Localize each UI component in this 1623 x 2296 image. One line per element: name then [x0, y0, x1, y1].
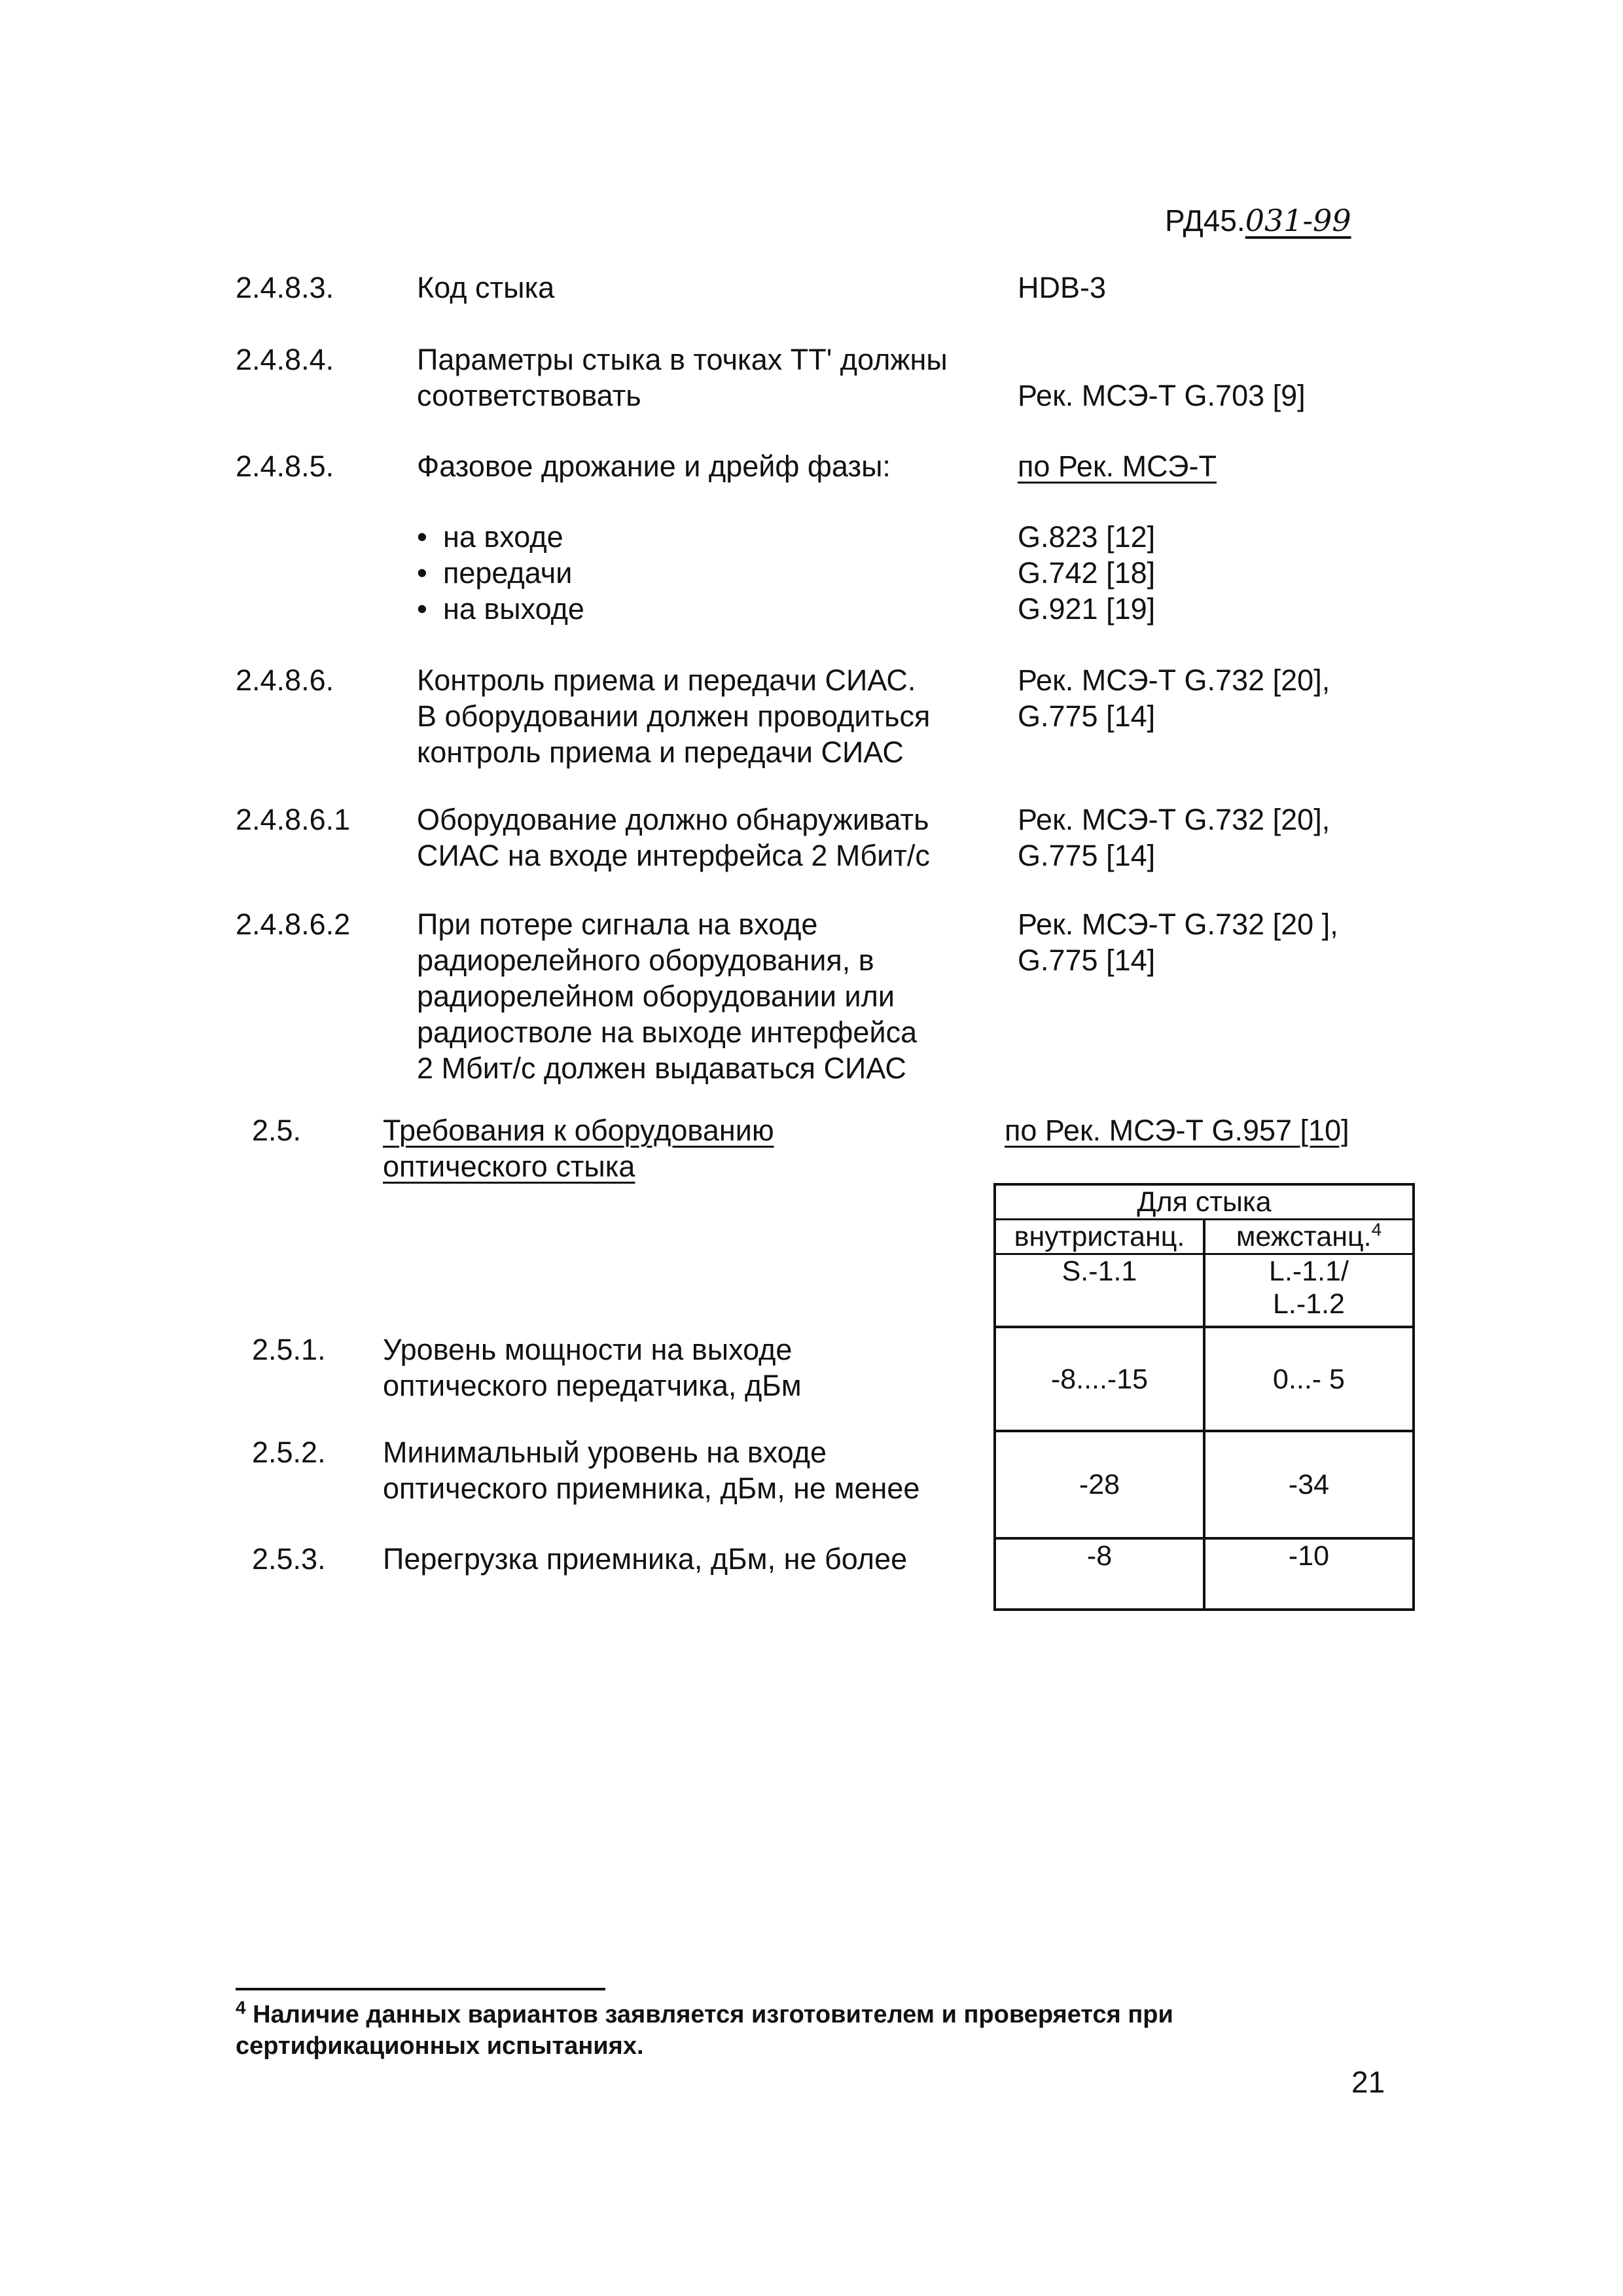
item-reference: Рек. МСЭ-Т G.732 [20],	[1018, 663, 1330, 697]
code-line: L.-1.2	[1273, 1288, 1345, 1320]
item-reference: G.775 [14]	[1018, 839, 1156, 872]
bullet-reference: G.823 [12]	[1018, 520, 1156, 554]
item-text-line: Перегрузка приемника, дБм, не более	[383, 1542, 908, 1576]
footnote	[236, 1999, 1414, 2062]
table-cell-value: -8	[995, 1538, 1204, 1610]
code-line: L.-1.1/	[1269, 1256, 1349, 1287]
section-title-line: оптического стыка	[383, 1150, 635, 1183]
table-cell-code: S.-1.1	[995, 1254, 1204, 1328]
optical-parameters-table	[993, 1183, 1415, 1611]
table-cell-value: 0...- 5	[1204, 1327, 1414, 1431]
item-number: 2.4.8.3.	[236, 271, 334, 304]
document-code-prefix: РД45.	[1165, 203, 1245, 238]
footnote-mark: 4	[236, 1997, 246, 2018]
item-reference: G.775 [14]	[1018, 699, 1156, 733]
bullet-item: • на выходе	[417, 591, 584, 627]
document-code-number: 031-99	[1245, 203, 1351, 238]
footnote-rule	[236, 1988, 605, 1990]
document-code	[1165, 203, 1351, 238]
item-text-line: радиорелейного оборудования, в	[417, 944, 874, 977]
item-reference: Рек. МСЭ-Т G.732 [20],	[1018, 803, 1330, 836]
item-text-line: Контроль приема и передачи СИАС.	[417, 663, 916, 697]
item-text-line: оптического приемника, дБм, не менее	[383, 1472, 920, 1505]
item-text-line: Оборудование должно обнаруживать	[417, 803, 929, 836]
item-reference: по Рек. МСЭ-Т	[1018, 450, 1217, 483]
section-title-line: Требования к оборудованию	[383, 1114, 774, 1147]
table-cell-value: -8....-15	[995, 1327, 1204, 1431]
item-number: 2.4.8.5.	[236, 450, 334, 483]
item-text-line: При потере сигнала на входе	[417, 908, 818, 941]
table-cell-value: -28	[995, 1431, 1204, 1538]
item-text-line: радиорелейном оборудовании или	[417, 980, 895, 1013]
item-number: 2.4.8.6.1	[236, 803, 351, 836]
item-number: 2.4.8.4.	[236, 343, 334, 376]
table-cell-code	[1204, 1254, 1414, 1328]
item-text-line: В оборудовании должен проводиться	[417, 699, 931, 733]
section-reference: по Рек. МСЭ-Т G.957 [10]	[1005, 1114, 1349, 1147]
table-col-header-intrastation: внутристанц.	[995, 1220, 1204, 1254]
table-cell-value: -10	[1204, 1538, 1414, 1610]
bullet-item: • передачи	[417, 555, 584, 591]
item-reference: HDB-3	[1018, 271, 1107, 304]
item-text-line: СИАС на входе интерфейса 2 Мбит/с	[417, 839, 930, 872]
item-text-line: Код стыка	[417, 271, 555, 304]
item-text-line: оптического передатчика, дБм	[383, 1369, 802, 1402]
item-number: 2.4.8.6.2	[236, 908, 351, 941]
item-number: 2.5.1.	[252, 1333, 326, 1366]
item-number: 2.4.8.6.	[236, 663, 334, 697]
item-number: 2.5.3.	[252, 1542, 326, 1576]
item-text-line: 2 Мбит/с должен выдаваться СИАС	[417, 1051, 906, 1085]
col2-header-text: межстанц.	[1236, 1221, 1372, 1252]
bullet-reference: G.742 [18]	[1018, 556, 1156, 590]
item-text-line: Фазовое дрожание и дрейф фазы:	[417, 450, 891, 483]
item-text-line: Параметры стыка в точках ТТ' должны	[417, 343, 948, 376]
footnote-mark: 4	[1371, 1219, 1382, 1240]
bullet-reference: G.921 [19]	[1018, 592, 1156, 626]
bullet-item: • на входе	[417, 519, 584, 555]
bullet-list	[417, 519, 584, 627]
item-text-line: Минимальный уровень на входе	[383, 1436, 827, 1469]
item-reference: Рек. МСЭ-Т G.732 [20 ],	[1018, 908, 1338, 941]
page-number: 21	[1351, 2065, 1385, 2099]
section-number: 2.5.	[252, 1114, 302, 1147]
table-group-header: Для стыка	[995, 1184, 1414, 1220]
item-text-line: контроль приема и передачи СИАС	[417, 735, 904, 769]
item-reference: G.775 [14]	[1018, 944, 1156, 977]
table-cell-value: -34	[1204, 1431, 1414, 1538]
item-number: 2.5.2.	[252, 1436, 326, 1469]
table-col-header-interstation	[1204, 1220, 1414, 1254]
item-text-line: соответствовать	[417, 379, 641, 412]
item-text-line: Уровень мощности на выходе	[383, 1333, 793, 1366]
item-text-line: радиостволе на выходе интерфейса	[417, 1016, 918, 1049]
footnote-text: Наличие данных вариантов заявляется изготовителем и проверяется при сертификационных испытаниях.	[236, 2001, 1173, 2060]
item-reference: Рек. МСЭ-Т G.703 [9]	[1018, 379, 1306, 412]
